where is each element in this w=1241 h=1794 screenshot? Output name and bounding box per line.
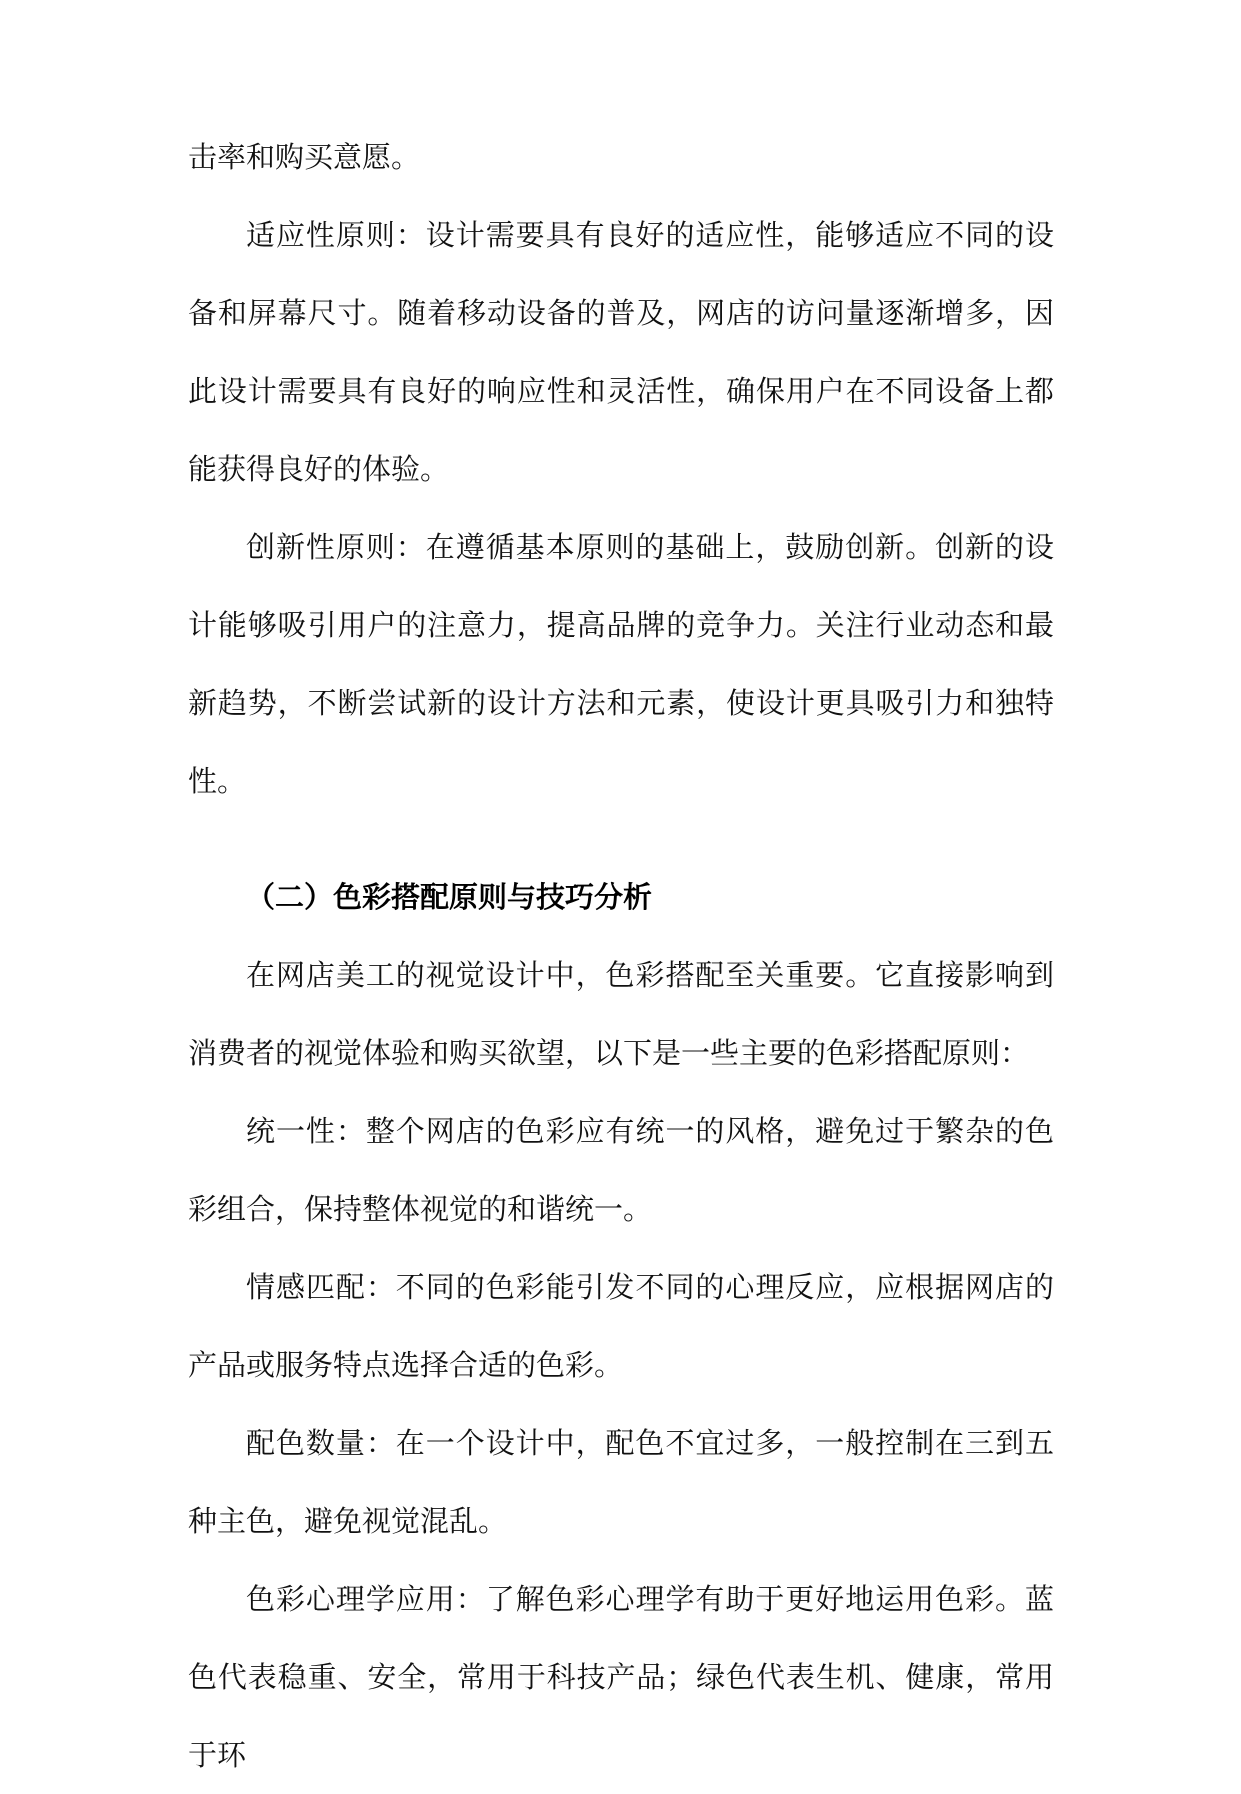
paragraph-color-psychology: 色彩心理学应用：了解色彩心理学有助于更好地运用色彩。蓝色代表稳重、安全，常用于科技产品；绿色代表生机、健康，常用于环 [188, 1582, 1054, 1772]
section-heading: （二）色彩搭配原则与技巧分析 [246, 880, 653, 914]
paragraph-color-count: 配色数量：在一个设计中，配色不宜过多，一般控制在三到五种主色，避免视觉混乱。 [188, 1426, 1054, 1538]
paragraph-emotion-matching: 情感匹配：不同的色彩能引发不同的心理反应，应根据网店的产品或服务特点选择合适的色彩。 [188, 1270, 1054, 1382]
paragraph-color-intro: 在网店美工的视觉设计中，色彩搭配至关重要。它直接影响到消费者的视觉体验和购买欲望，以下是一些主要的色彩搭配原则： [188, 958, 1054, 1070]
paragraph-innovation-principle: 创新性原则：在遵循基本原则的基础上，鼓励创新。创新的设计能够吸引用户的注意力，提高品牌的竞争力。关注行业动态和最新趋势，不断尝试新的设计方法和元素，使设计更具吸引力和独特性。 [188, 530, 1054, 798]
paragraph-adaptability-principle: 适应性原则：设计需要具有良好的适应性，能够适应不同的设备和屏幕尺寸。随着移动设备的普及，网店的访问量逐渐增多，因此设计需要具有良好的响应性和灵活性，确保用户在不同设备上都能获得良好的体验。 [188, 218, 1054, 486]
section-spacer [188, 820, 1054, 858]
paragraph-unity: 统一性：整个网店的色彩应有统一的风格，避免过于繁杂的色彩组合，保持整体视觉的和谐统一。 [188, 1114, 1054, 1226]
document-body [188, 118, 1054, 1794]
paragraph-continuation: 击率和购买意愿。 [188, 140, 421, 174]
